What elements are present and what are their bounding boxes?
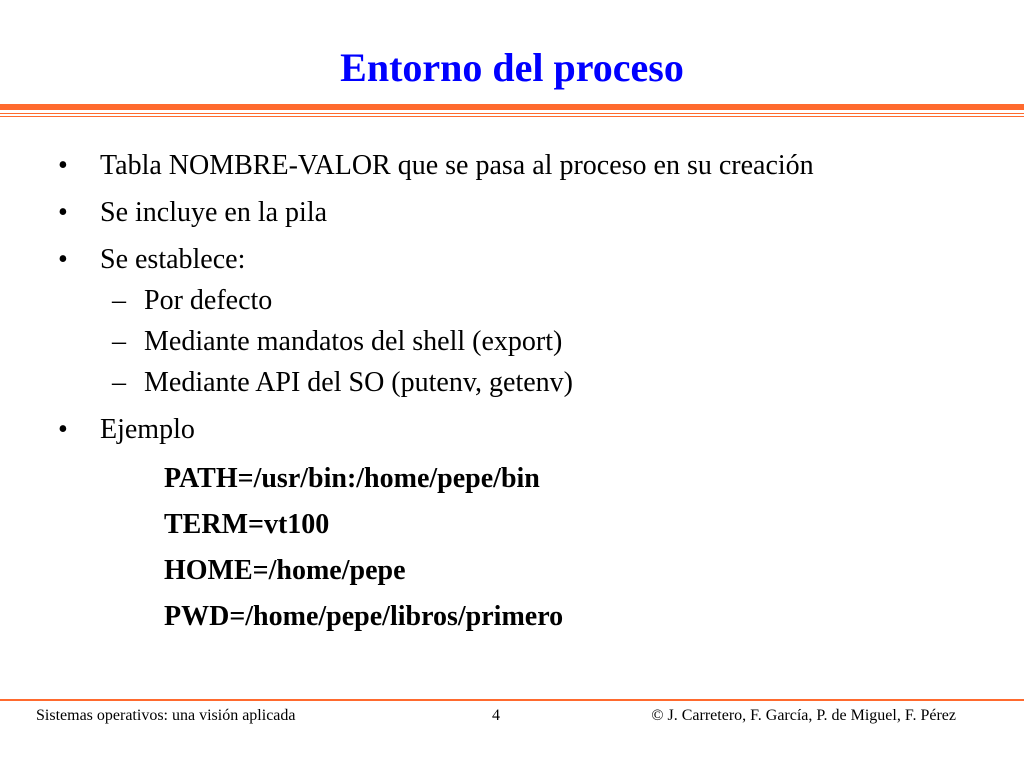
sub-list (58, 280, 1008, 403)
footer-book-title: Sistemas operativos: una visión aplicada (36, 707, 296, 724)
bullet-item (58, 239, 1008, 280)
bullet-mark: • (58, 150, 68, 181)
title-rule-thin (0, 116, 1024, 117)
sub-item-text: Mediante mandatos del shell (export) (144, 326, 563, 357)
footer-copyright: © J. Carretero, F. García, P. de Miguel, F. Pérez (651, 707, 956, 724)
example-block (58, 456, 1008, 640)
sub-item (58, 321, 1008, 362)
bullet-text: Se incluye en la pila (100, 197, 328, 228)
example-line: PWD=/home/pepe/libros/primero (164, 601, 564, 632)
bullet-mark: • (58, 414, 68, 445)
dash-mark: – (112, 326, 126, 357)
bullet-text: Ejemplo (100, 414, 195, 445)
bullet-mark: • (58, 197, 68, 228)
dash-mark: – (112, 367, 126, 398)
bullet-text: Tabla NOMBRE-VALOR que se pasa al proceso en su creación (100, 150, 814, 181)
sub-item-text: Por defecto (144, 285, 273, 316)
slide-body (58, 145, 1008, 640)
example-line: TERM=vt100 (164, 509, 330, 540)
bullet-mark: • (58, 244, 68, 275)
bullet-item (58, 409, 1008, 450)
example-line: PATH=/usr/bin:/home/pepe/bin (164, 463, 540, 494)
title-rule-thin (0, 113, 1024, 114)
bullet-item (58, 192, 1008, 233)
footer-rule (0, 699, 1024, 701)
dash-mark: – (112, 285, 126, 316)
example-line: HOME=/home/pepe (164, 555, 406, 586)
slide-title: Entorno del proceso (340, 45, 684, 90)
sub-item (58, 362, 1008, 403)
sub-item (58, 280, 1008, 321)
bullet-item (58, 145, 1008, 186)
sub-item-text: Mediante API del SO (putenv, getenv) (144, 367, 573, 398)
title-rule-thick (0, 104, 1024, 110)
footer-page-number: 4 (492, 707, 500, 724)
bullet-text: Se establece: (100, 244, 246, 275)
